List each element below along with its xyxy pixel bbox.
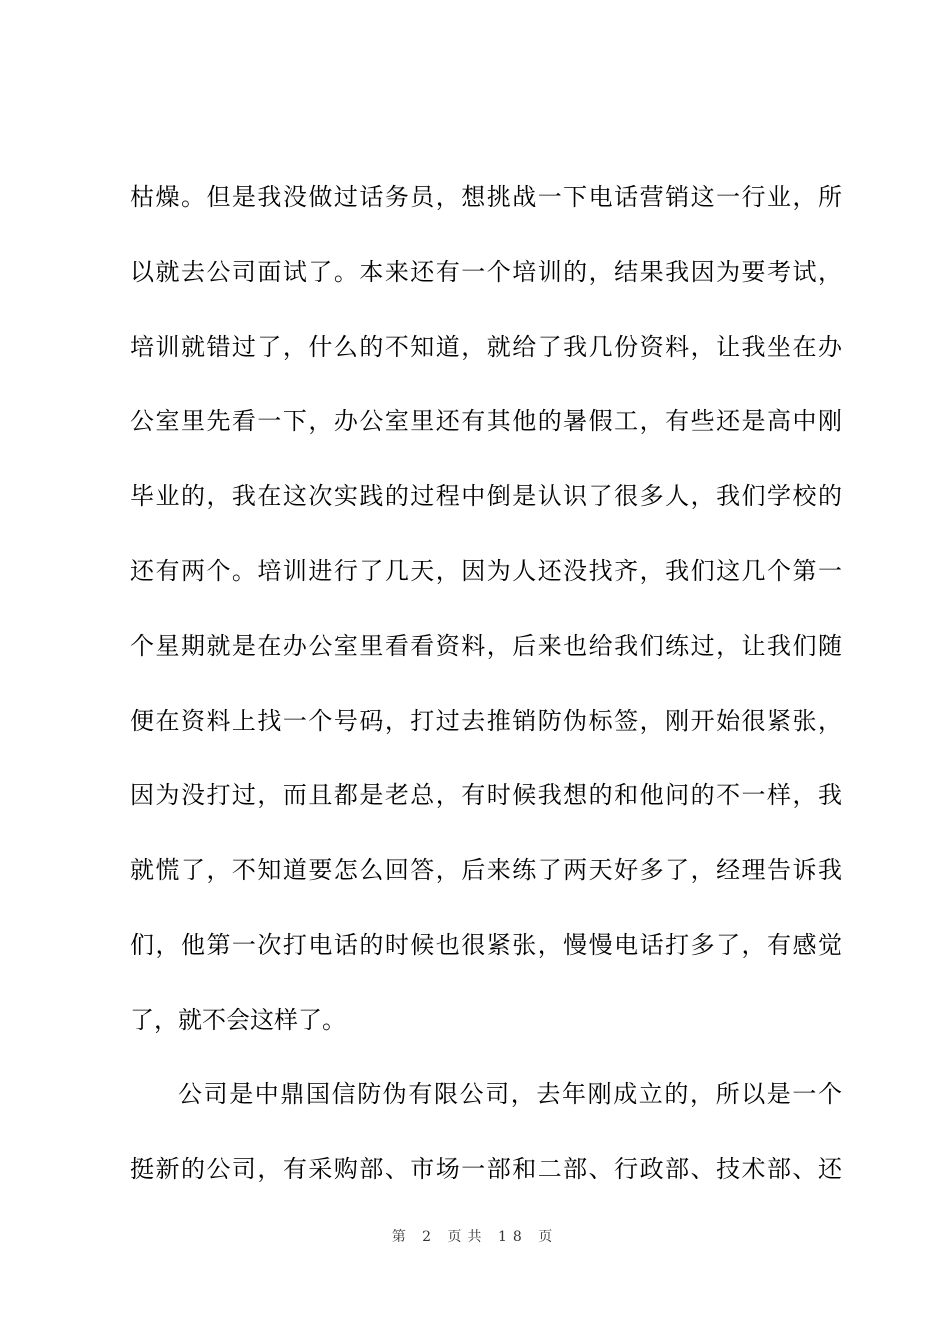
paragraph-line: 了，就不会这样了。 <box>130 1006 346 1034</box>
paragraph-line: 挺新的公司，有采购部、市场一部和二部、行政部、技术部、还 <box>130 1155 842 1183</box>
paragraph-line: 培训就错过了，什么的不知道，就给了我几份资料，让我坐在办 <box>130 333 842 361</box>
page-number-footer: 第 2 页共 18 页 <box>391 1229 559 1245</box>
paragraph-line: 们，他第一次打电话的时候也很紧张，慢慢电话打多了，有感觉 <box>130 931 842 959</box>
paragraph-line: 枯燥。但是我没做过话务员，想挑战一下电话营销这一行业，所 <box>130 183 842 211</box>
paragraph-line: 毕业的，我在这次实践的过程中倒是认识了很多人，我们学校的 <box>130 482 842 510</box>
paragraph-line: 便在资料上找一个号码，打过去推销防伪标签，刚开始很紧张， <box>130 707 842 735</box>
paragraph-line: 还有两个。培训进行了几天，因为人还没找齐，我们这几个第一 <box>130 557 842 585</box>
paragraph-first-line: 公司是中鼎国信防伪有限公司，去年刚成立的，所以是一个 <box>178 1080 842 1108</box>
paragraph-line: 就慌了，不知道要怎么回答，后来练了两天好多了，经理告诉我 <box>130 856 842 884</box>
paragraph-line: 公室里先看一下，办公室里还有其他的暑假工，有些还是高中刚 <box>130 407 842 435</box>
paragraph-line: 因为没打过，而且都是老总，有时候我想的和他问的不一样，我 <box>130 781 842 809</box>
paragraph-line: 以就去公司面试了。本来还有一个培训的，结果我因为要考试， <box>130 258 842 286</box>
paragraph-line: 个星期就是在办公室里看看资料，后来也给我们练过，让我们随 <box>130 632 842 660</box>
